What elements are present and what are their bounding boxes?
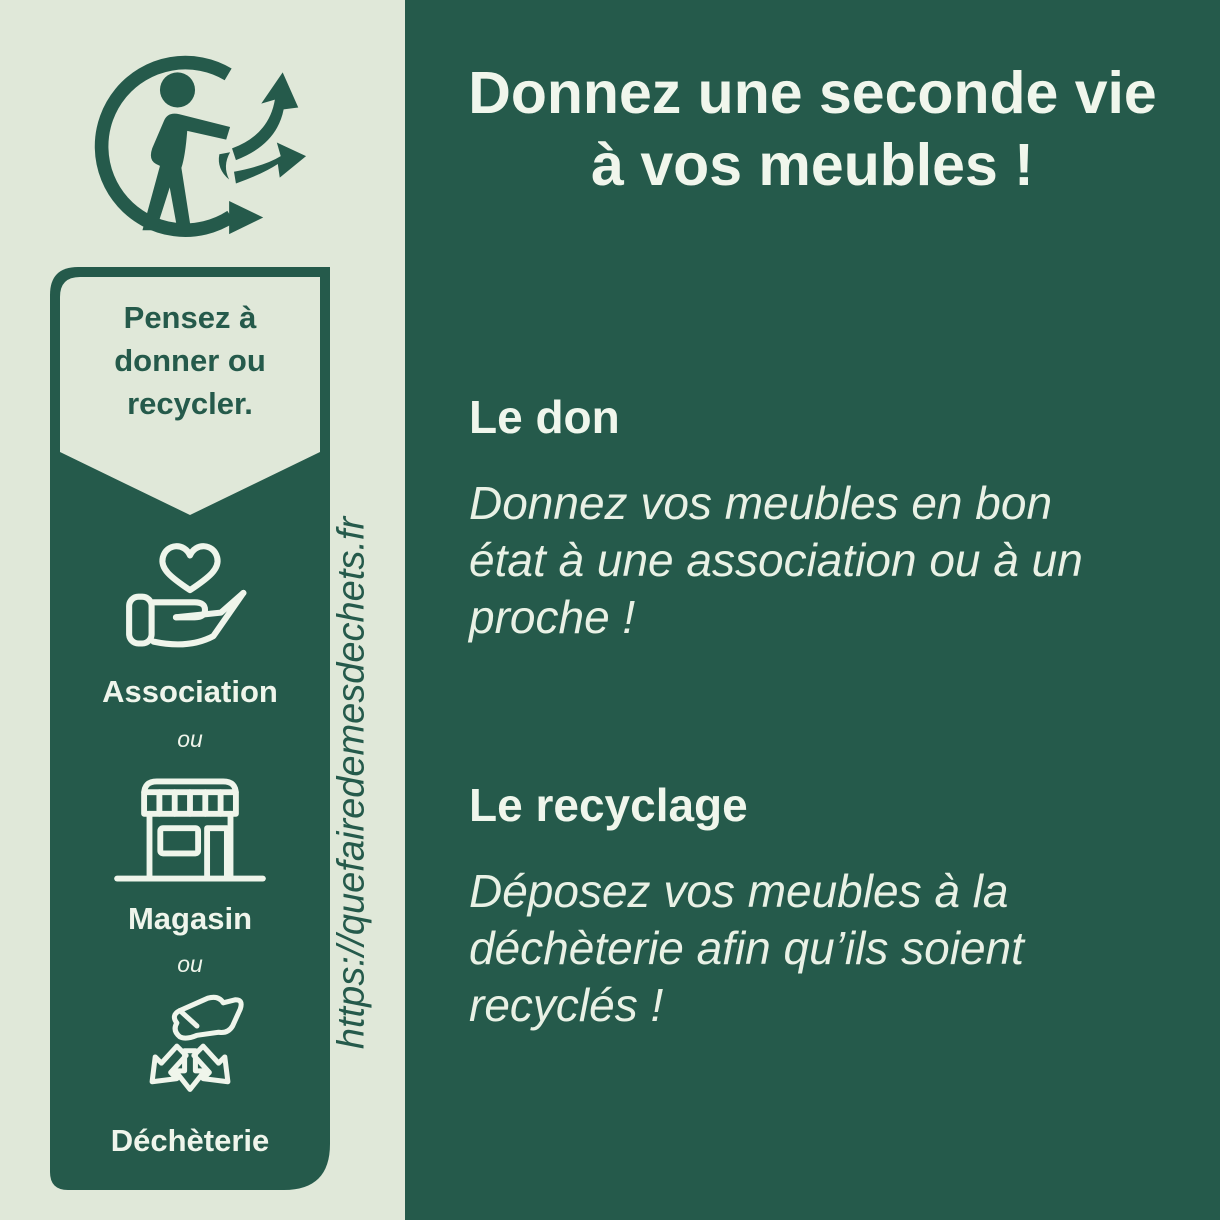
body-line: proche ! — [469, 591, 636, 644]
option-label-magasin: Magasin — [127, 901, 253, 937]
option-label-decheterie: Déchèterie — [110, 1122, 270, 1158]
banner-text — [62, 297, 318, 425]
triman-recycling-icon — [84, 36, 308, 252]
body-line: état à une association ou à un — [469, 534, 1083, 587]
section-heading: Le don — [469, 391, 620, 443]
title-line: Donnez une seconde vie — [468, 60, 1157, 126]
left-column-region — [0, 0, 405, 1220]
option-label-association: Association — [102, 674, 278, 709]
separator-ou: ou — [177, 951, 203, 978]
banner-line: donner ou — [114, 342, 266, 378]
website-url: https://quefairedemesdechets.fr — [330, 516, 373, 1050]
banner-line: Pensez à — [123, 300, 257, 335]
storefront-icon — [105, 776, 275, 884]
body-line: recyclés ! — [469, 979, 664, 1032]
page-title — [405, 58, 1220, 202]
right-panel — [405, 0, 1220, 1220]
banner-line: recycler. — [127, 385, 253, 421]
separator-ou: ou — [177, 726, 203, 753]
section-le-don — [469, 390, 1179, 646]
section-le-recyclage — [469, 778, 1179, 1034]
body-line: Déposez vos meubles à la — [469, 865, 1009, 918]
pledge-column — [50, 267, 330, 1190]
body-line: Donnez vos meubles en bon — [469, 477, 1053, 530]
hand-sorting-arrows-icon — [115, 992, 265, 1108]
section-heading: Le recyclage — [469, 779, 748, 831]
title-line: à vos meubles ! — [591, 131, 1034, 198]
hand-holding-heart-icon — [115, 533, 265, 651]
section-body — [469, 863, 1179, 1034]
body-line: déchèterie afin qu’ils soient — [469, 922, 1024, 975]
section-body — [469, 475, 1179, 646]
destination-options — [50, 527, 330, 1158]
